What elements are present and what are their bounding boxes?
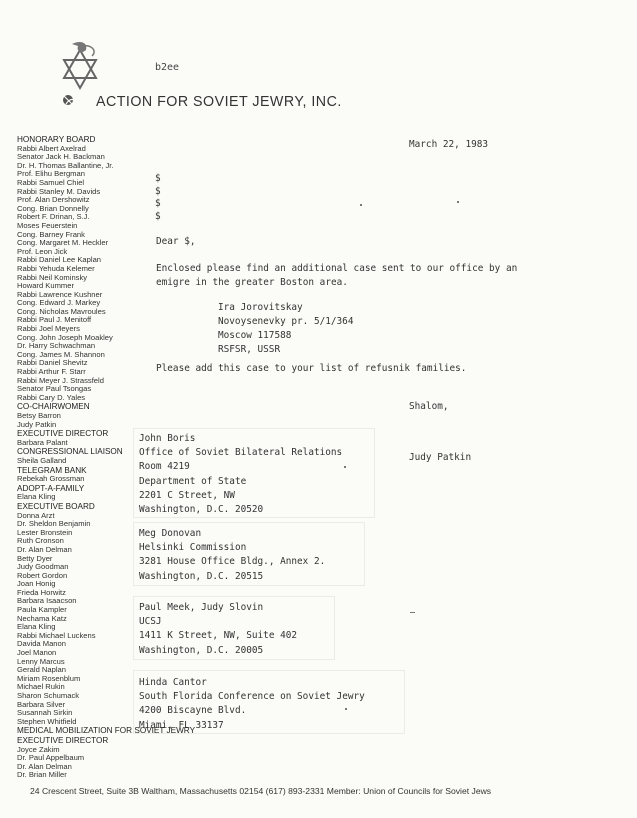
- roster-name: Dr. H. Thomas Ballantine, Jr.: [17, 160, 114, 170]
- roster-name: Barbara Isaacson: [17, 596, 77, 606]
- roster-name: Rabbi Daniel Shevitz: [17, 358, 88, 368]
- roster-name: Nechama Katz: [17, 613, 67, 623]
- copy-recipient-3: [139, 601, 297, 658]
- roster-name: Judy Goodman: [17, 562, 69, 572]
- roster-name: Susannah Sirkin: [17, 708, 73, 718]
- roster-name: Donna Arzt: [17, 510, 55, 520]
- roster-name: Michael Rukin: [17, 682, 65, 692]
- roster-name: Senator Jack H. Backman: [17, 152, 105, 162]
- paragraph-enclosed: [156, 262, 517, 290]
- roster-name: Rabbi Lawrence Kushner: [17, 289, 103, 299]
- address-line: Ira Jorovitskay: [218, 302, 303, 313]
- roster-heading: EXECUTIVE DIRECTOR: [17, 429, 109, 439]
- roster-name: Dr. Alan Delman: [17, 761, 72, 771]
- roster-name: Cong. Nicholas Mavroules: [17, 306, 106, 316]
- roster-heading: EXECUTIVE DIRECTOR: [17, 735, 109, 745]
- address-line: Novoysenevky pr. 5/1/364: [218, 316, 354, 327]
- refusnik-address: [218, 301, 353, 357]
- copy-line: Meg Donovan: [139, 528, 202, 539]
- copy-line: Helsinki Commission: [139, 542, 247, 554]
- organization-name: ACTION FOR SOVIET JEWRY, INC.: [96, 93, 342, 110]
- roster-name: Sharon Schumack: [17, 691, 80, 700]
- roster-name: Moses Feuerstein: [17, 220, 78, 230]
- letter-date: March 22, 1983: [409, 139, 489, 150]
- roster-name: Cong. Margaret M. Heckler: [17, 238, 109, 248]
- roster-name: Betty Dyer: [17, 553, 53, 563]
- copy-recipient-2: [139, 527, 325, 584]
- copy-line: 3281 House Office Bldg., Annex 2.: [139, 556, 326, 568]
- roster-name: Rabbi Neil Kominsky: [17, 272, 88, 282]
- recipient-placeholders: [155, 173, 161, 223]
- placeholder-line: $: [155, 185, 161, 197]
- roster-name: Senator Paul Tsongas: [17, 384, 92, 394]
- paragraph-request: Please add this case to your list of refusnik families.: [156, 363, 467, 374]
- roster-heading: CO-CHAIRWOMEN: [17, 402, 90, 412]
- copy-line: Office of Soviet Bilateral Relations: [139, 447, 343, 459]
- roster-name: Dr. Brian Miller: [17, 770, 67, 780]
- address-line: RSFSR, USSR: [218, 344, 281, 355]
- copy-line: Paul Meek, Judy Slovin: [139, 602, 264, 613]
- paper-speck: [344, 466, 346, 468]
- paragraph-line: emigre in the greater Boston area.: [156, 277, 348, 288]
- roster-name: Rabbi Paul J. Menitoff: [17, 315, 92, 325]
- address-line: Moscow 117588: [218, 330, 292, 341]
- signature-name: Judy Patkin: [409, 452, 472, 463]
- roster-name: Sheila Galland: [17, 455, 67, 465]
- roster-name: Robert F. Drinan, S.J.: [17, 212, 90, 222]
- roster-name: Betsy Barron: [17, 411, 61, 420]
- paper-speck: [360, 204, 362, 206]
- roster-name: Howard Kummer: [17, 281, 74, 291]
- paragraph-line: Enclosed please find an additional case sent to our office by an: [156, 263, 518, 274]
- roster-name: Gerald Naplan: [17, 665, 66, 675]
- roster-heading: MEDICAL MOBILIZATION FOR SOVIET JEWRY: [17, 726, 196, 736]
- roster-name: Rabbi Joel Meyers: [17, 324, 80, 334]
- roster-heading: ADOPT-A-FAMILY: [17, 483, 85, 493]
- roster-name: Cong. Barney Frank: [17, 229, 85, 239]
- roster-name: Cong. James M. Shannon: [17, 349, 105, 359]
- roster-name: Barbara Silver: [17, 699, 66, 709]
- copy-line: Washington, D.C. 20515: [139, 570, 264, 582]
- roster-heading: EXECUTIVE BOARD: [17, 501, 95, 511]
- roster-name: Rabbi Albert Axelrad: [17, 143, 86, 153]
- roster-name: Dr. Harry Schwachman: [17, 341, 96, 351]
- copy-line: Department of State: [139, 475, 247, 487]
- roster-name: Davida Manon: [17, 639, 66, 649]
- copy-line: 2201 C Street, NW: [139, 489, 235, 501]
- roster-name: Rabbi Daniel Lee Kaplan: [17, 255, 102, 265]
- footer-contact: 24 Crescent Street, Suite 3B Waltham, Massachusetts 02154 (617) 893-2331 Member: Union of Councils for Soviet Jews: [30, 786, 492, 796]
- roster-name: Stephen Whitfield: [17, 716, 77, 726]
- roster-name: Joyce Zakim: [17, 744, 60, 754]
- copy-recipient-4: [139, 676, 365, 733]
- roster-name: Barbara Palant: [17, 437, 68, 447]
- paper-speck: [410, 612, 415, 613]
- roster-name: Prof. Alan Dershowitz: [17, 195, 90, 205]
- closing: Shalom,: [409, 401, 449, 412]
- roster-name: Joel Manon: [17, 648, 57, 658]
- paper-speck: [345, 708, 347, 710]
- copy-line: John Boris: [139, 433, 196, 444]
- copy-line: Washington, D.C. 20005: [139, 644, 264, 656]
- roster-name: Cong. John Joseph Moakley: [17, 332, 113, 342]
- roster-name: Rebekah Grossman: [17, 474, 85, 484]
- copy-line: Hinda Cantor: [139, 677, 207, 688]
- roster-name: Paula Kampler: [17, 605, 67, 615]
- copy-line: 1411 K Street, NW, Suite 402: [139, 630, 298, 642]
- roster-name: Cong. Edward J. Markey: [17, 298, 101, 308]
- roster-heading: HONORARY BOARD: [17, 135, 96, 144]
- roster-name: Joan Honig: [17, 579, 56, 589]
- roster-name: Rabbi Meyer J. Strassfeld: [17, 375, 104, 385]
- roster-name: Miriam Rosenblum: [17, 673, 81, 683]
- roster-name: Lenny Marcus: [17, 656, 65, 666]
- roster-name: Rabbi Yehuda Kelemer: [17, 263, 95, 273]
- copy-line: UCSJ: [139, 616, 162, 628]
- roster-name: Prof. Leon Jick: [17, 246, 68, 256]
- placeholder-line: $: [155, 210, 161, 222]
- roster-name: Rabbi Stanley M. Davids: [17, 186, 101, 196]
- roster-heading: CONGRESSIONAL LIAISON: [17, 447, 123, 457]
- roster-heading: TELEGRAM BANK: [17, 465, 87, 475]
- copy-line: Washington, D.C. 20520: [139, 504, 264, 516]
- roster-name: Ruth Cronson: [17, 536, 64, 546]
- roster-name: Lester Bronstein: [17, 527, 73, 537]
- roster-name: Dr. Paul Appelbaum: [17, 753, 85, 763]
- roster-name: Cong. Brian Donnelly: [17, 203, 89, 213]
- copy-line: South Florida Conference on Soviet Jewry: [139, 691, 365, 703]
- copy-recipient-1: [139, 432, 342, 517]
- roster-name: Prof. Elihu Bergman: [17, 169, 85, 179]
- roster-name: Elana Kling: [17, 492, 56, 502]
- roster-name: Rabbi Samuel Chiel: [17, 177, 85, 187]
- roster-name: Rabbi Cary D. Yales: [17, 392, 86, 402]
- roster-name: Dr. Sheldon Benjamin: [17, 519, 91, 529]
- document-code: b2ee: [155, 62, 180, 73]
- roster-name: Elana Kling: [17, 622, 56, 632]
- placeholder-line: $: [155, 173, 161, 184]
- roster-name: Rabbi Michael Luckens: [17, 630, 96, 640]
- roster-name: Rabbi Arthur F. Starr: [17, 367, 86, 377]
- roster-name: Dr. Alan Delman: [17, 544, 72, 554]
- paper-speck: [457, 201, 459, 203]
- copy-line: Room 4219: [139, 461, 190, 473]
- roster-name: Frieda Horwitz: [17, 587, 66, 597]
- placeholder-line: $: [155, 198, 161, 210]
- salutation: Dear $,: [156, 236, 196, 247]
- copy-line: Miami, FL 33137: [139, 719, 224, 731]
- roster-name: Judy Patkin: [17, 419, 57, 429]
- copy-line: 4200 Biscayne Blvd.: [139, 705, 247, 717]
- roster-name: Robert Gordon: [17, 570, 68, 580]
